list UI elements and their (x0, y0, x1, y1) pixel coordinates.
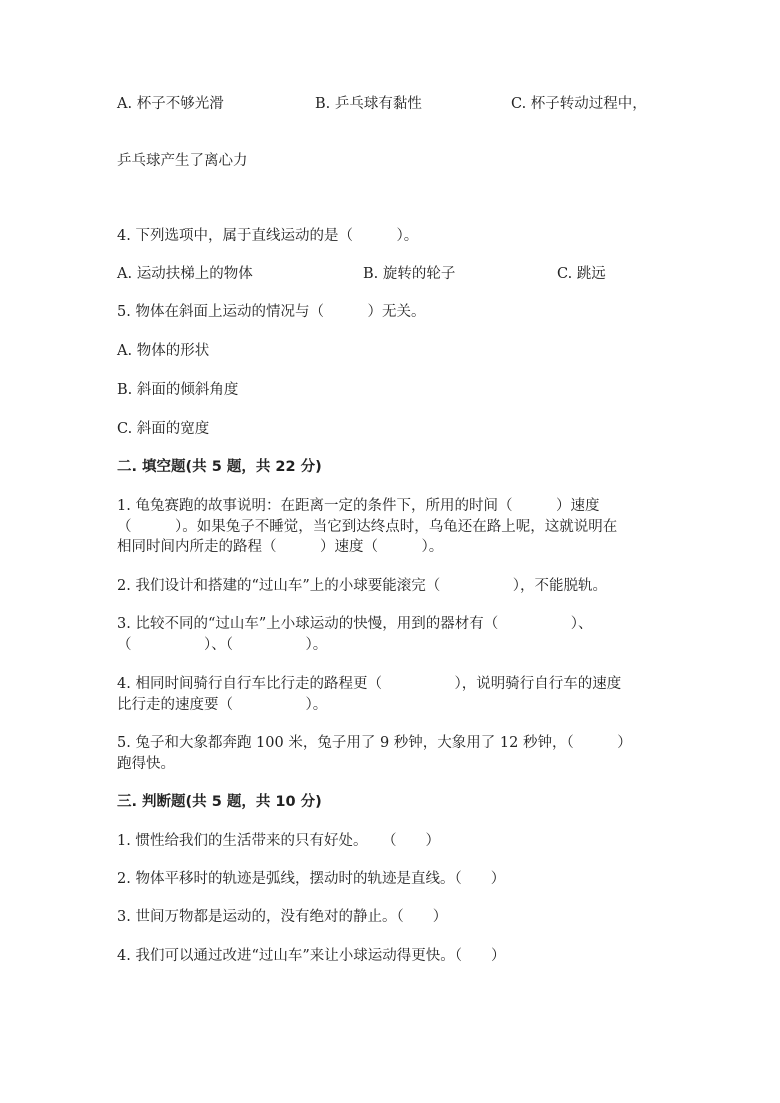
q4-option-a: A. 运动扶梯上的物体 (117, 266, 253, 282)
q5-option-a: A. 物体的形状 (117, 343, 210, 359)
fill-q2: 2. 我们设计和搭建的“过山车”上的小球要能滚完（ ），不能脱轨。 (117, 578, 608, 594)
q4-stem: 4. 下列选项中，属于直线运动的是（ ）。 (117, 228, 419, 244)
judge-q4: 4. 我们可以通过改进“过山车”来让小球运动得更快。（ ） (117, 948, 506, 964)
section2-title: 二. 填空题(共 5 题，共 22 分) (117, 459, 322, 475)
fill-q1-line1: 1. 龟兔赛跑的故事说明：在距离一定的条件下，所用的时间（ ）速度 (117, 498, 600, 514)
fill-q1-line2: （ ）。如果兔子不睡觉，当它到达终点时，乌龟还在路上呢，这就说明在 (117, 518, 618, 535)
fill-q4 (117, 674, 677, 715)
section3-title: 三. 判断题(共 5 题，共 10 分) (117, 794, 322, 810)
fill-q5-line1: 5. 兔子和大象都奔跑 100 米，兔子用了 9 秒钟，大象用了 12 秒钟，（ ） (117, 735, 632, 751)
q3-option-c-continued: 乒乓球产生了离心力 (117, 153, 248, 169)
judge-q3: 3. 世间万物都是运动的，没有绝对的静止。（ ） (117, 909, 448, 925)
fill-q1 (117, 496, 677, 558)
fill-q3-line2: （ ）、（ ）。 (117, 636, 328, 653)
fill-q3-line1: 3. 比较不同的“过山车”上小球运动的快慢，用到的器材有（ ）、 (117, 616, 593, 632)
q3-option-c: C. 杯子转动过程中， (511, 96, 647, 112)
fill-q5 (117, 733, 677, 774)
judge-q2: 2. 物体平移时的轨迹是弧线，摆动时的轨迹是直线。（ ） (117, 871, 506, 887)
q5-stem: 5. 物体在斜面上运动的情况与（ ）无关。 (117, 304, 426, 320)
q5-option-b: B. 斜面的倾斜角度 (117, 382, 239, 398)
judge-q1: 1. 惯性给我们的生活带来的只有好处。 （ ） (117, 833, 440, 849)
q3-option-b: B. 乒乓球有黏性 (315, 96, 422, 112)
fill-q3 (117, 614, 677, 655)
q5-option-c: C. 斜面的宽度 (117, 421, 210, 437)
q4-option-b: B. 旋转的轮子 (363, 266, 456, 282)
q4-option-c: C. 跳远 (557, 266, 606, 282)
q3-option-a: A. 杯子不够光滑 (117, 96, 224, 112)
fill-q4-line2: 比行走的速度要（ ）。 (117, 696, 328, 713)
fill-q1-line3: 相同时间内所走的路程（ ）速度（ ）。 (117, 539, 444, 555)
fill-q4-line1: 4. 相同时间骑行自行车比行走的路程更（ ），说明骑行自行车的速度 (117, 676, 622, 692)
fill-q5-line2: 跑得快。 (117, 755, 175, 772)
